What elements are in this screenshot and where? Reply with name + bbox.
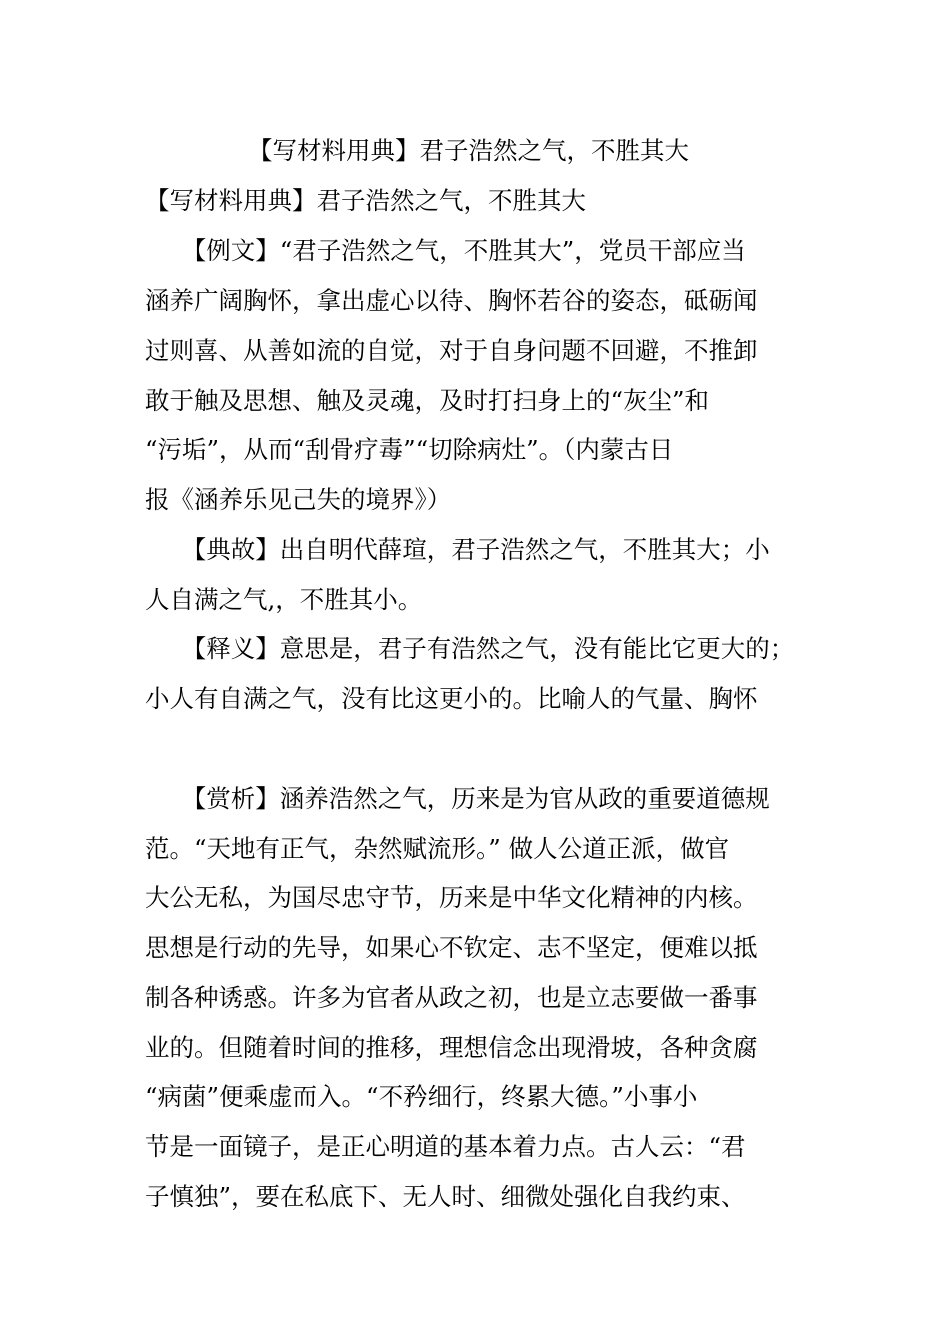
text-line: “污垢”，从而“刮骨疗毒”“切除病灶”。（内蒙古日 <box>145 435 674 464</box>
text-line: 涵养广阔胸怀，拿出虚心以待、胸怀若谷的姿态，砥砺闻 <box>145 286 758 315</box>
text-line: 业的。但随着时间的推移，理想信念出现滑坡，各种贪腐 <box>145 1033 758 1062</box>
document-title: 【写材料用典】君子浩然之气，不胜其大 <box>248 136 689 165</box>
text-line: 过则喜、从善如流的自觉，对于自身问题不回避，不推卸 <box>145 336 758 365</box>
text-line: 制各种诱惑。许多为官者从政之初，也是立志要做一番事 <box>145 983 758 1012</box>
text-line: 思想是行动的先导，如果心不钦定、志不坚定，便难以抵 <box>145 933 758 962</box>
text-line: 报《涵养乐见己失的境界》） <box>145 485 452 514</box>
text-line: 小人有自满之气，没有比这更小的。比喻人的气量、胸怀 <box>145 684 758 713</box>
text-line: 范。“天地有正气，杂然赋流形。” 做人公道正派，做官 <box>145 834 730 863</box>
text-line: 敢于触及思想、触及灵魂，及时打扫身上的“灰尘”和 <box>145 386 710 415</box>
text-line: 节是一面镜子，是正心明道的基本着力点。古人云：“君 <box>145 1132 746 1161</box>
text-line: 大公无私，为国尽忠守节，历来是中华文化精神的内核。 <box>145 883 758 912</box>
text-line: “病菌”便乘虚而入。“不矜细行，终累大德。”小事小 <box>145 1082 698 1111</box>
text-line: 【释义】意思是，君子有浩然之气，没有能比它更大的； <box>145 634 795 663</box>
text-line: 【典故】出自明代薛瑄，君子浩然之气，不胜其大；小 <box>145 535 770 564</box>
text-line: 【例文】“君子浩然之气，不胜其大”，党员干部应当 <box>145 236 746 265</box>
text-line: 子慎独”，要在私底下、无人时、细微处强化自我约束、 <box>145 1182 746 1211</box>
text-line: 【写材料用典】君子浩然之气，不胜其大 <box>145 186 586 215</box>
text-line: 【赏析】涵养浩然之气，历来是为官从政的重要道德规 <box>145 784 770 813</box>
text-line: 人自满之气,，不胜其小。 <box>145 585 423 614</box>
